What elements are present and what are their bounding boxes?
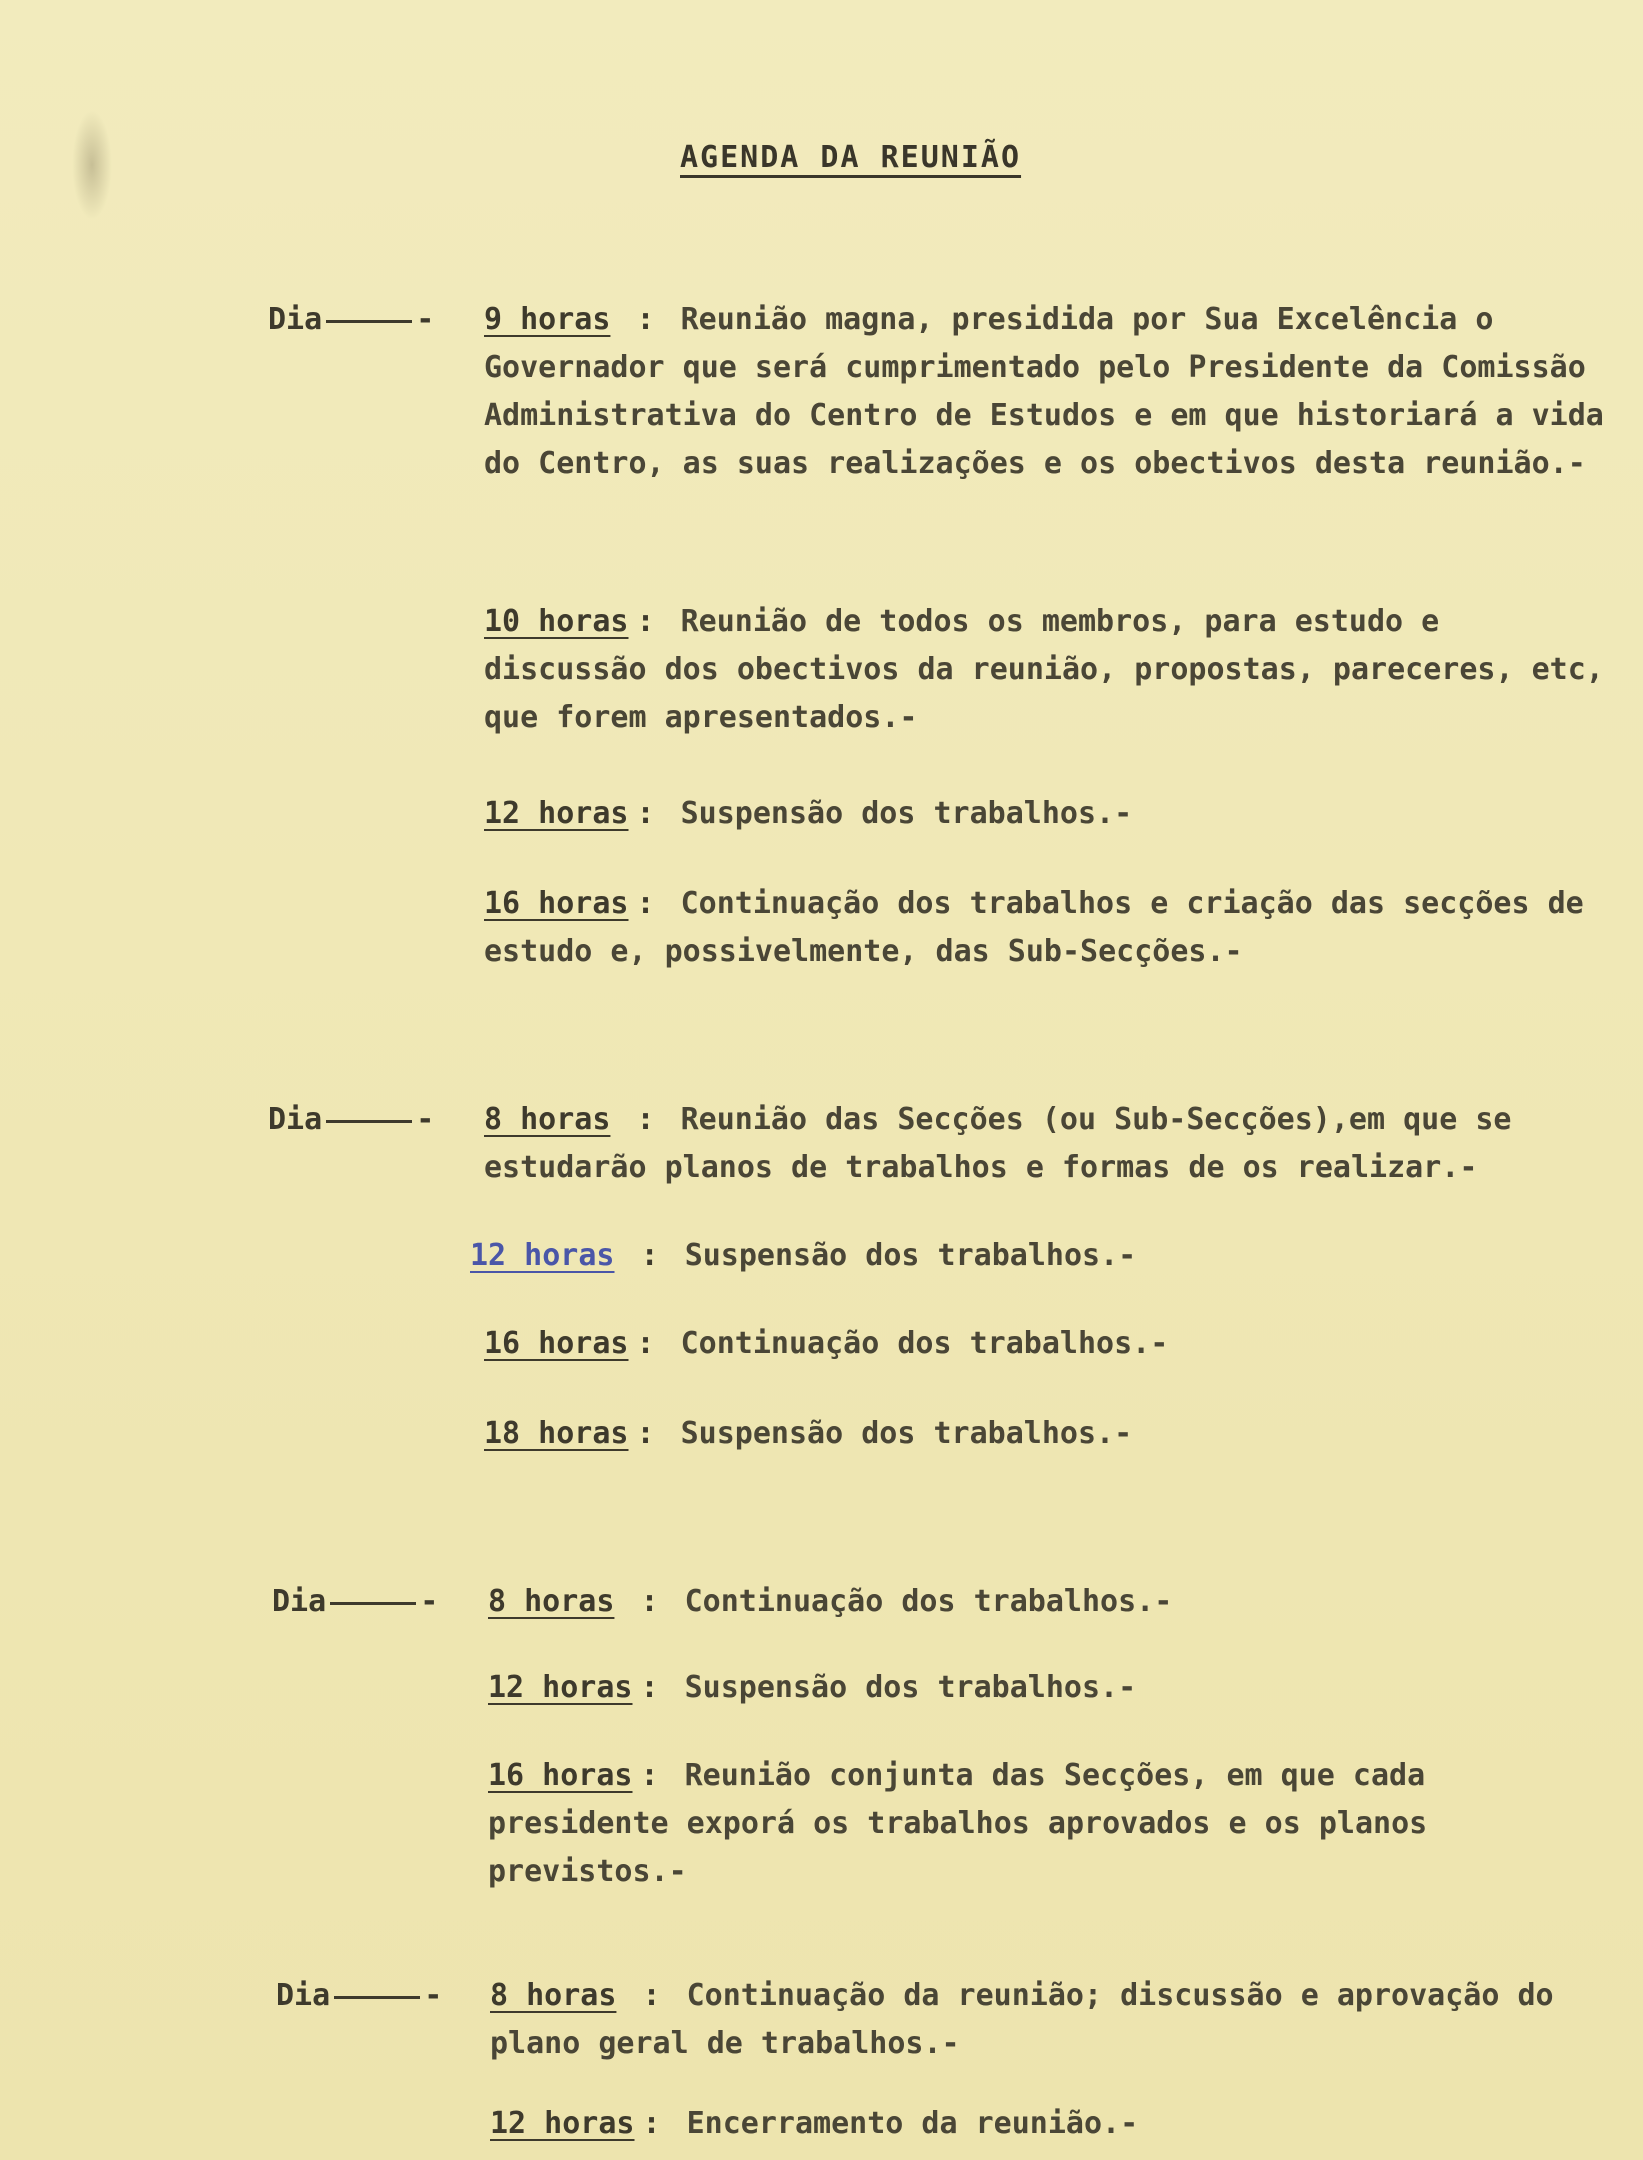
entry-text: Suspensão dos trabalhos.- bbox=[684, 1238, 1137, 1273]
day-2-entry-4: 18 horas : Suspensão dos trabalhos.- bbox=[484, 1416, 1133, 1451]
entry-time: 8 horas bbox=[484, 1102, 611, 1137]
entry-time: 16 horas bbox=[484, 1326, 629, 1361]
entry-text: Continuação dos trabalhos e criação das secções de estudo e, possivelmente, das Sub-Secções.- bbox=[484, 886, 1584, 969]
date-blank bbox=[334, 1996, 420, 1999]
entry-time: 12 horas bbox=[470, 1238, 615, 1273]
entry-time: 12 horas bbox=[484, 796, 629, 831]
day-4-entry-1: 8 horas : Continuação da reunião; discussão e aprovação do plano geral de trabalhos.- bbox=[490, 1978, 1554, 2061]
day-3-entry-1: 8 horas : Continuação dos trabalhos.- bbox=[488, 1584, 1173, 1619]
date-blank bbox=[330, 1602, 416, 1605]
day-2-label: Dia - bbox=[268, 1102, 435, 1137]
day-2-entry-1: 8 horas : Reunião das Secções (ou Sub-Secções),em que se estudarão planos de trabalhos e formas de os realizar.- bbox=[484, 1102, 1512, 1185]
entry-text: Suspensão dos trabalhos.- bbox=[680, 1416, 1133, 1451]
entry-time: 10 horas bbox=[484, 604, 629, 639]
date-blank bbox=[326, 320, 412, 323]
day-1-entry-4: 16 horas : Continuação dos trabalhos e criação das secções de estudo e, possivelmente, das Sub-Secções.- bbox=[484, 886, 1584, 969]
day-3-entry-3: 16 horas : Reunião conjunta das Secções, em que cada presidente exporá os trabalhos aprovados e os planos previstos.- bbox=[488, 1758, 1428, 1889]
entry-time: 8 horas bbox=[490, 1978, 617, 2013]
entry-text: Reunião de todos os membros, para estudo e discussão dos obectivos da reunião, propostas, pareceres, etc, que forem apresentados.- bbox=[484, 604, 1604, 735]
day-4-label: Dia - bbox=[276, 1978, 443, 2013]
day-1-label: Dia - bbox=[268, 302, 435, 337]
day-4-entry-2: 12 horas : Encerramento da reunião.- bbox=[490, 2106, 1139, 2141]
entry-time: 16 horas bbox=[488, 1758, 633, 1793]
entry-text: Encerramento da reunião.- bbox=[686, 2106, 1139, 2141]
entry-text: Reunião das Secções (ou Sub-Secções),em que se estudarão planos de trabalhos e formas de os realizar.- bbox=[484, 1102, 1512, 1185]
day-3-entry-2: 12 horas : Suspensão dos trabalhos.- bbox=[488, 1670, 1137, 1705]
entry-text: Continuação da reunião; discussão e aprovação do plano geral de trabalhos.- bbox=[490, 1978, 1554, 2061]
day-1-entry-3: 12 horas : Suspensão dos trabalhos.- bbox=[484, 796, 1133, 831]
entry-text: Reunião magna, presidida por Sua Excelência o Governador que será cumprimentado pelo Presidente da Comissão Administrativa do Centro de Estudos e em que historiará a vida do Centro, as suas realizações e os obectivos desta reunião.- bbox=[484, 302, 1604, 481]
entry-time: 8 horas bbox=[488, 1584, 615, 1619]
document-title: AGENDA DA REUNIÃO bbox=[680, 140, 1022, 175]
day-2-entry-2: 12 horas : Suspensão dos trabalhos.- bbox=[470, 1238, 1137, 1273]
day-1-entry-2: 10 horas : Reunião de todos os membros, para estudo e discussão dos obectivos da reunião, propostas, pareceres, etc, que forem apresentados.- bbox=[484, 604, 1604, 735]
day-3-label: Dia - bbox=[272, 1584, 439, 1619]
entry-time: 12 horas bbox=[488, 1670, 633, 1705]
entry-time: 18 horas bbox=[484, 1416, 629, 1451]
entry-text: Suspensão dos trabalhos.- bbox=[684, 1670, 1137, 1705]
paper-stain bbox=[72, 110, 112, 220]
day-2-entry-3: 16 horas : Continuação dos trabalhos.- bbox=[484, 1326, 1169, 1361]
entry-text: Reunião conjunta das Secções, em que cada presidente exporá os trabalhos aprovados e os planos previstos.- bbox=[488, 1758, 1428, 1889]
day-1-entry-1: 9 horas : Reunião magna, presidida por Sua Excelência o Governador que será cumprimentado pelo Presidente da Comissão Administrativa do Centro de Estudos e em que historiará a vida do Centro, as suas realizações e os obectivos desta reunião.- bbox=[484, 302, 1604, 481]
date-blank bbox=[326, 1120, 412, 1123]
entry-text: Continuação dos trabalhos.- bbox=[680, 1326, 1169, 1361]
entry-time: 9 horas bbox=[484, 302, 611, 337]
entry-time: 16 horas bbox=[484, 886, 629, 921]
entry-time: 12 horas bbox=[490, 2106, 635, 2141]
entry-text: Continuação dos trabalhos.- bbox=[684, 1584, 1173, 1619]
entry-text: Suspensão dos trabalhos.- bbox=[680, 796, 1133, 831]
